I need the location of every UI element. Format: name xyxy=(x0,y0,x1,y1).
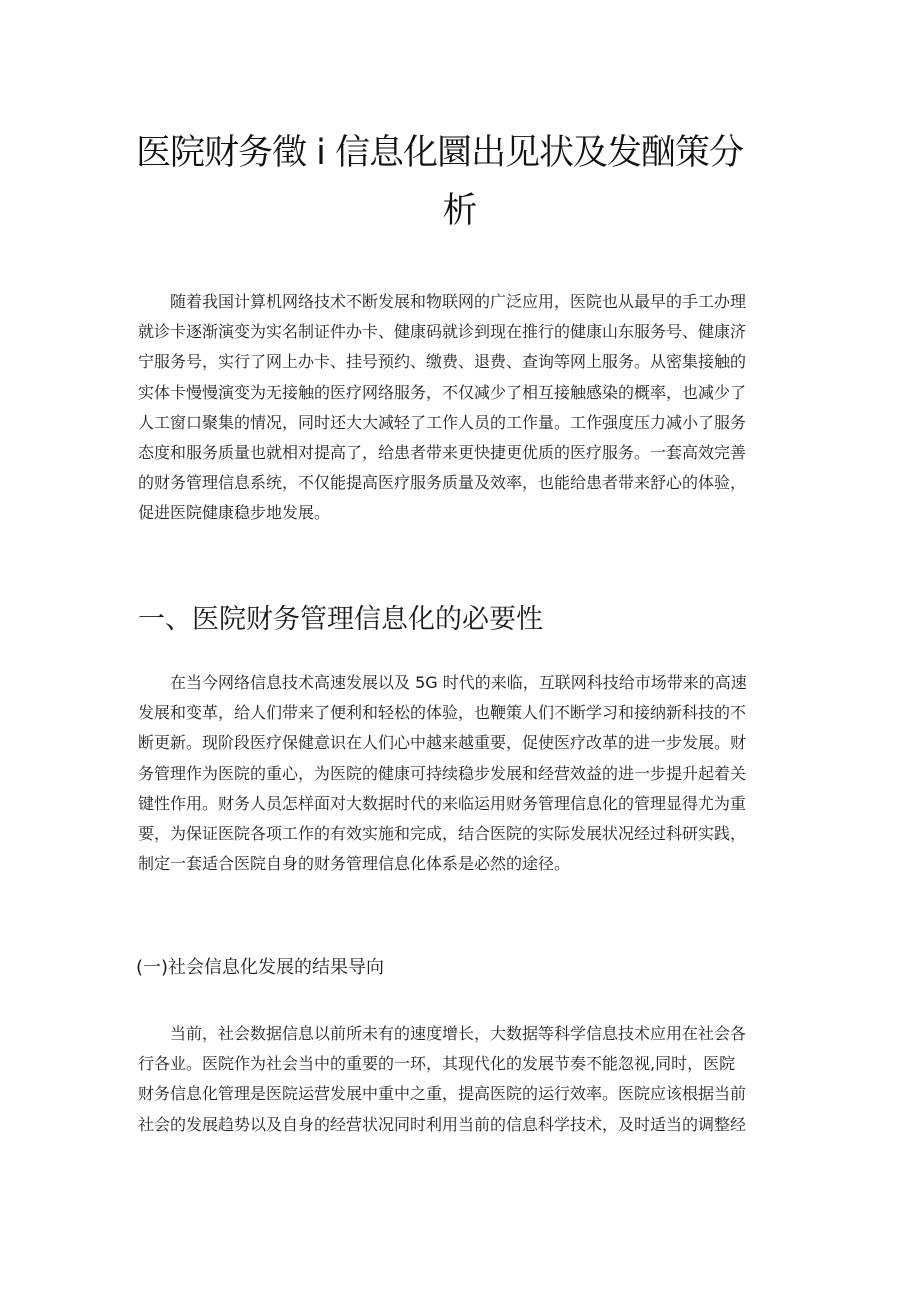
document-title-continued: 析 xyxy=(442,191,478,231)
paragraph-line: 键性作用。财务人员怎样面对大数据时代的来临运用财务管理信息化的管理显得尤为重 xyxy=(138,793,747,813)
paragraph-line: 的财务管理信息系统，不仅能提高医疗服务质量及效率，也能给患者带来舒心的体验， xyxy=(138,473,747,493)
paragraph-line: 在当今网络信息技术高速发展以及 5G 时代的来临，互联网科技给市场带来的高速 xyxy=(170,673,747,692)
paragraph-line: 当前，社会数据信息以前所未有的速度增长，大数据等科学信息技术应用在社会各 xyxy=(170,1024,747,1043)
paragraph-line: 社会的发展趋势以及自身的经营状况同时利用当前的信息科学技术，及时适当的调整经 xyxy=(138,1114,747,1134)
paragraph-line: 行各业。医院作为社会当中的重要的一环，其现代化的发展节奏不能忽视,同时，医院 xyxy=(138,1054,736,1074)
paragraph-line: 要，为保证医院各项工作的有效实施和完成，结合医院的实际发展状况经过科研实践， xyxy=(138,823,747,843)
paragraph-line: 就诊卡逐渐演变为实名制证件办卡、健康码就诊到现在推行的健康山东服务号、健康济 xyxy=(138,322,747,342)
paragraph-line: 宁服务号，实行了网上办卡、挂号预约、缴费、退费、查询等网上服务。从密集接触的 xyxy=(138,352,747,372)
section-heading: 一、医院财务管理信息化的必要性 xyxy=(138,604,543,635)
paragraph-line: 断更新。现阶段医疗保健意识在人们心中越来越重要，促使医疗改革的进一步发展。财 xyxy=(138,733,747,753)
paragraph-line: 随着我国计算机网络技术不断发展和物联网的广泛应用，医院也从最早的手工办理 xyxy=(170,292,747,311)
paragraph-line: 发展和变革，给人们带来了便利和轻松的体验，也鞭策人们不断学习和接纳新科技的不 xyxy=(138,703,747,723)
paragraph-line: 态度和服务质量也就相对提高了，给患者带来更快捷更优质的医疗服务。一套高效完善 xyxy=(138,442,747,462)
subsection1-paragraph xyxy=(138,1019,790,1140)
section1-paragraph xyxy=(138,668,790,879)
intro-paragraph xyxy=(138,287,790,529)
paragraph-line: 促进医院健康稳步地发展。 xyxy=(138,503,331,523)
paragraph-line: 务管理作为医院的重心，为医院的健康可持续稳步发展和经营效益的进一步提升起着关 xyxy=(138,763,747,783)
paragraph-line: 财务信息化管理是医院运营发展中重中之重，提高医院的运行效率。医院应该根据当前 xyxy=(138,1084,747,1104)
subsection-heading: (一)社会信息化发展的结果导向 xyxy=(136,957,385,978)
paragraph-line: 人工窗口聚集的情况，同时还大大减轻了工作人员的工作量。工作强度压力减小了服务 xyxy=(138,412,747,432)
paragraph-line: 制定一套适合医院自身的财务管理信息化体系是必然的途径。 xyxy=(138,854,571,874)
paragraph-line: 实体卡慢慢演变为无接触的医疗网络服务，不仅减少了相互接触感染的概率，也减少了 xyxy=(138,382,747,402)
document-title: 医院财务徵 i 信息化圜出见状及发酗策分 xyxy=(136,133,743,173)
